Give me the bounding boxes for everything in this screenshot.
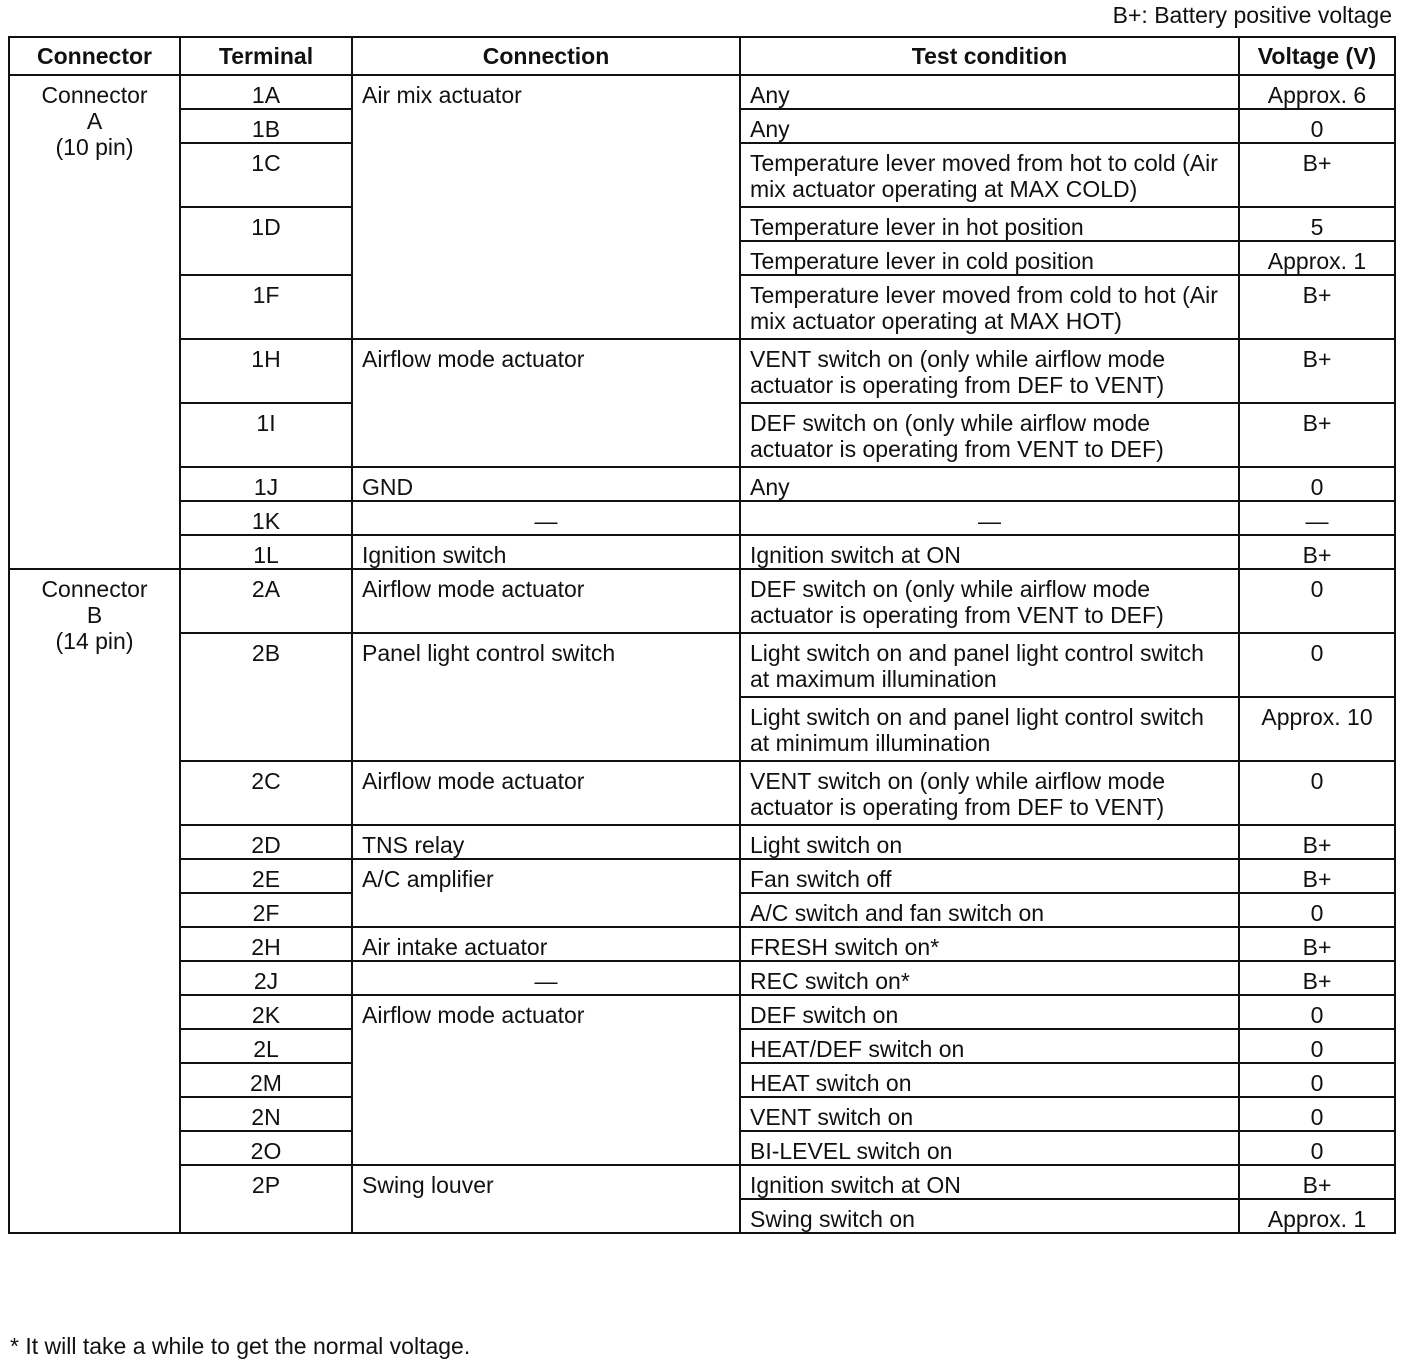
connection-cell: Air mix actuator xyxy=(352,75,740,339)
condition-cell: Temperature lever moved from hot to cold (Air mix actuator operating at MAX COLD) xyxy=(740,143,1239,207)
terminal-cell: 2C xyxy=(180,761,352,825)
voltage-cell: B+ xyxy=(1239,403,1395,467)
condition-cell: Any xyxy=(740,109,1239,143)
header-row xyxy=(9,37,1395,75)
connection-cell: TNS relay xyxy=(352,825,740,859)
connection-cell: — xyxy=(352,501,740,535)
condition-cell: Temperature lever moved from cold to hot (Air mix actuator operating at MAX HOT) xyxy=(740,275,1239,339)
terminal-cell: 1H xyxy=(180,339,352,403)
voltage-cell: B+ xyxy=(1239,339,1395,403)
connector-a-label: Connector xyxy=(41,82,148,108)
condition-cell: HEAT switch on xyxy=(740,1063,1239,1097)
terminal-cell: 2E xyxy=(180,859,352,893)
footnote: * It will take a while to get the normal voltage. xyxy=(10,1333,471,1359)
terminal-cell: 1I xyxy=(180,403,352,467)
table-row xyxy=(9,1165,1395,1199)
connector-b-letter: B xyxy=(86,602,103,628)
terminal-cell: 2P xyxy=(180,1165,352,1233)
table-row xyxy=(9,825,1395,859)
connection-cell: A/C amplifier xyxy=(352,859,740,927)
connection-cell: Panel light control switch xyxy=(352,633,740,761)
terminal-cell: 1K xyxy=(180,501,352,535)
condition-cell: DEF switch on (only while airflow mode actuator is operating from VENT to DEF) xyxy=(740,569,1239,633)
terminal-cell: 2A xyxy=(180,569,352,633)
connection-cell: Swing louver xyxy=(352,1165,740,1233)
connector-a-pins: (10 pin) xyxy=(55,134,134,160)
voltage-cell: Approx. 6 xyxy=(1239,75,1395,109)
table-row xyxy=(9,859,1395,893)
voltage-cell: 0 xyxy=(1239,467,1395,501)
voltage-cell: 0 xyxy=(1239,1029,1395,1063)
terminal-cell: 2O xyxy=(180,1131,352,1165)
voltage-cell: 0 xyxy=(1239,761,1395,825)
condition-cell: FRESH switch on* xyxy=(740,927,1239,961)
condition-cell: Fan switch off xyxy=(740,859,1239,893)
voltage-cell: B+ xyxy=(1239,961,1395,995)
terminal-cell: 2B xyxy=(180,633,352,761)
voltage-cell: B+ xyxy=(1239,859,1395,893)
condition-cell: Temperature lever in cold position xyxy=(740,241,1239,275)
voltage-cell: 0 xyxy=(1239,1131,1395,1165)
condition-cell: BI-LEVEL switch on xyxy=(740,1131,1239,1165)
condition-cell: Temperature lever in hot position xyxy=(740,207,1239,241)
voltage-cell: B+ xyxy=(1239,143,1395,207)
table-row xyxy=(9,75,1395,109)
header-connector: Connector xyxy=(9,37,180,75)
voltage-cell: 0 xyxy=(1239,633,1395,697)
terminal-cell: 1J xyxy=(180,467,352,501)
terminal-cell: 1C xyxy=(180,143,352,207)
condition-cell: VENT switch on xyxy=(740,1097,1239,1131)
voltage-cell: 0 xyxy=(1239,995,1395,1029)
connector-a-cell xyxy=(9,75,180,569)
voltage-cell: B+ xyxy=(1239,535,1395,569)
condition-cell: Ignition switch at ON xyxy=(740,1165,1239,1199)
header-voltage: Voltage (V) xyxy=(1239,37,1395,75)
table-row xyxy=(9,995,1395,1029)
connector-b-cell xyxy=(9,569,180,1233)
condition-cell: HEAT/DEF switch on xyxy=(740,1029,1239,1063)
condition-cell: — xyxy=(740,501,1239,535)
connector-b-label: Connector xyxy=(41,576,148,602)
terminal-voltage-table xyxy=(8,36,1396,1234)
table-row xyxy=(9,633,1395,697)
connection-cell: Air intake actuator xyxy=(352,927,740,961)
voltage-cell: Approx. 1 xyxy=(1239,241,1395,275)
terminal-cell: 2L xyxy=(180,1029,352,1063)
voltage-cell: 5 xyxy=(1239,207,1395,241)
condition-cell: Swing switch on xyxy=(740,1199,1239,1233)
header-connection: Connection xyxy=(352,37,740,75)
table-row xyxy=(9,535,1395,569)
condition-cell: REC switch on* xyxy=(740,961,1239,995)
connection-cell: — xyxy=(352,961,740,995)
condition-cell: DEF switch on (only while airflow mode actuator is operating from VENT to DEF) xyxy=(740,403,1239,467)
voltage-cell: Approx. 10 xyxy=(1239,697,1395,761)
header-test-condition: Test condition xyxy=(740,37,1239,75)
connection-cell: Ignition switch xyxy=(352,535,740,569)
table-row xyxy=(9,569,1395,633)
connection-cell: GND xyxy=(352,467,740,501)
condition-cell: Ignition switch at ON xyxy=(740,535,1239,569)
condition-cell: A/C switch and fan switch on xyxy=(740,893,1239,927)
condition-cell: VENT switch on (only while airflow mode actuator is operating from DEF to VENT) xyxy=(740,339,1239,403)
terminal-cell: 1B xyxy=(180,109,352,143)
terminal-cell: 2N xyxy=(180,1097,352,1131)
condition-cell: Any xyxy=(740,75,1239,109)
condition-cell: Light switch on and panel light control switch at maximum illumination xyxy=(740,633,1239,697)
table-row xyxy=(9,467,1395,501)
terminal-cell: 1A xyxy=(180,75,352,109)
terminal-cell: 2H xyxy=(180,927,352,961)
voltage-cell: 0 xyxy=(1239,1063,1395,1097)
connector-b-pins: (14 pin) xyxy=(55,628,134,654)
voltage-cell: Approx. 1 xyxy=(1239,1199,1395,1233)
table-row xyxy=(9,961,1395,995)
table-row xyxy=(9,927,1395,961)
connector-a-letter: A xyxy=(86,108,103,134)
terminal-cell: 2F xyxy=(180,893,352,927)
terminal-cell: 2M xyxy=(180,1063,352,1097)
voltage-cell: 0 xyxy=(1239,893,1395,927)
condition-cell: VENT switch on (only while airflow mode actuator is operating from DEF to VENT) xyxy=(740,761,1239,825)
voltage-cell: B+ xyxy=(1239,275,1395,339)
voltage-cell: B+ xyxy=(1239,927,1395,961)
terminal-cell: 2D xyxy=(180,825,352,859)
condition-cell: Light switch on and panel light control switch at minimum illumination xyxy=(740,697,1239,761)
connection-cell: Airflow mode actuator xyxy=(352,761,740,825)
table-row xyxy=(9,761,1395,825)
table-row xyxy=(9,339,1395,403)
voltage-cell: 0 xyxy=(1239,1097,1395,1131)
voltage-cell: 0 xyxy=(1239,569,1395,633)
terminal-cell: 2K xyxy=(180,995,352,1029)
connection-cell: Airflow mode actuator xyxy=(352,995,740,1165)
voltage-cell: — xyxy=(1239,501,1395,535)
condition-cell: Light switch on xyxy=(740,825,1239,859)
terminal-cell: 2J xyxy=(180,961,352,995)
connection-cell: Airflow mode actuator xyxy=(352,339,740,467)
header-terminal: Terminal xyxy=(180,37,352,75)
terminal-cell: 1D xyxy=(180,207,352,275)
condition-cell: DEF switch on xyxy=(740,995,1239,1029)
terminal-cell: 1L xyxy=(180,535,352,569)
table-row xyxy=(9,501,1395,535)
voltage-cell: B+ xyxy=(1239,825,1395,859)
condition-cell: Any xyxy=(740,467,1239,501)
legend-note: B+: Battery positive voltage xyxy=(1112,2,1392,28)
voltage-cell: 0 xyxy=(1239,109,1395,143)
connection-cell: Airflow mode actuator xyxy=(352,569,740,633)
voltage-cell: B+ xyxy=(1239,1165,1395,1199)
terminal-cell: 1F xyxy=(180,275,352,339)
